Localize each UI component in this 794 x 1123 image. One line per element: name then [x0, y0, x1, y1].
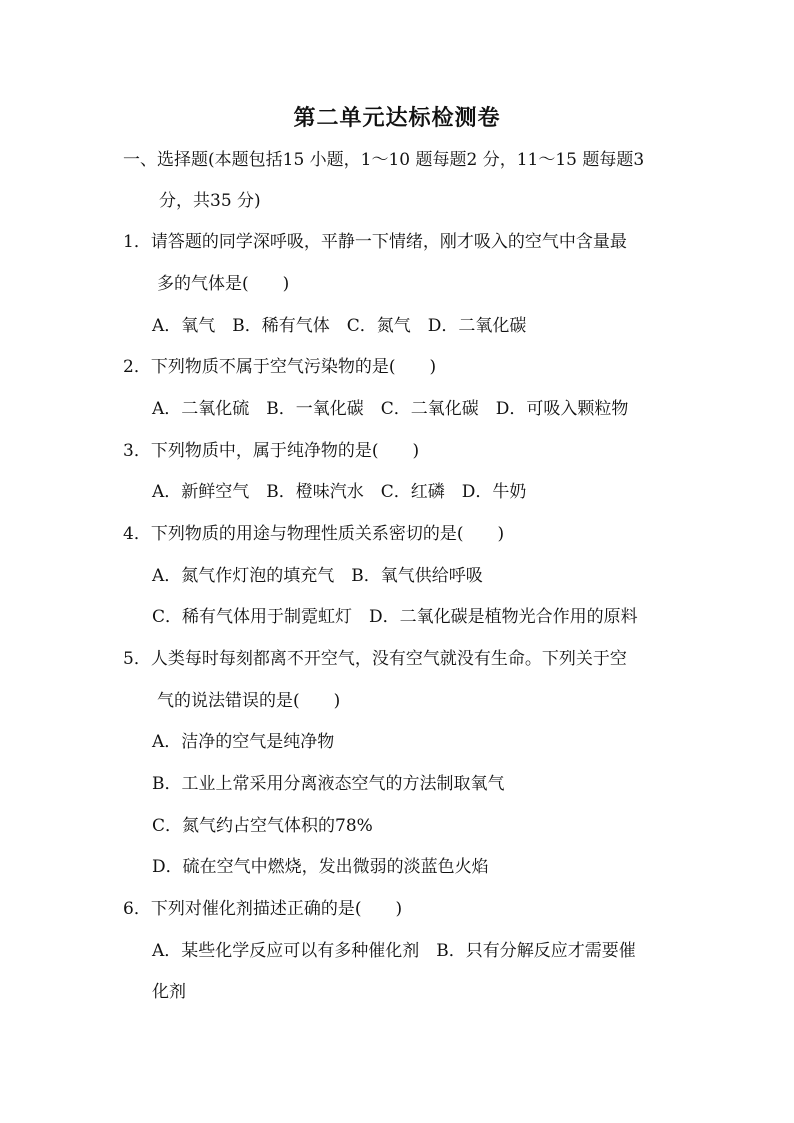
question-4-options-line2: C．稀有气体用于制霓虹灯 D．二氧化碳是植物光合作用的原料 [152, 607, 638, 627]
question-6-stem: 6．下列对催化剂描述正确的是( ) [123, 899, 403, 919]
exam-title: 第二单元达标检测卷 [293, 106, 501, 131]
question-6-options-line2: 化剂 [152, 982, 186, 1002]
question-4-stem: 4．下列物质的用途与物理性质关系密切的是( ) [123, 524, 505, 544]
section-heading-line2: 分，共35 分) [159, 191, 261, 211]
question-5-stem-line2: 气的说法错误的是( ) [157, 691, 341, 711]
question-5-option-b: B．工业上常采用分离液态空气的方法制取氧气 [152, 774, 505, 794]
question-1-stem-line1: 1．请答题的同学深呼吸，平静一下情绪，刚才吸入的空气中含量最 [123, 232, 627, 252]
question-5-option-c: C．氮气约占空气体积的78% [152, 816, 373, 836]
question-1-stem-line2: 多的气体是( ) [157, 274, 290, 294]
question-3-stem: 3．下列物质中，属于纯净物的是( ) [123, 441, 420, 461]
question-5-option-d: D．硫在空气中燃烧，发出微弱的淡蓝色火焰 [152, 857, 489, 877]
question-5-stem-line1: 5．人类每时每刻都离不开空气，没有空气就没有生命。下列关于空 [123, 649, 627, 669]
question-1-options: A．氧气 B．稀有气体 C．氮气 D．二氧化碳 [152, 316, 527, 336]
question-4-options-line1: A．氮气作灯泡的填充气 B．氧气供给呼吸 [152, 566, 483, 586]
section-heading-line1: 一、选择题(本题包括15 小题，1～10 题每题2 分，11～15 题每题3 [123, 150, 645, 170]
question-3-options: A．新鲜空气 B．橙味汽水 C．红磷 D．牛奶 [152, 482, 527, 502]
question-6-options-line1: A．某些化学反应可以有多种催化剂 B．只有分解反应才需要催 [152, 941, 636, 961]
question-5-option-a: A．洁净的空气是纯净物 [152, 732, 335, 752]
question-2-options: A．二氧化硫 B．一氧化碳 C．二氧化碳 D．可吸入颗粒物 [152, 399, 629, 419]
question-2-stem: 2．下列物质不属于空气污染物的是( ) [123, 357, 437, 377]
